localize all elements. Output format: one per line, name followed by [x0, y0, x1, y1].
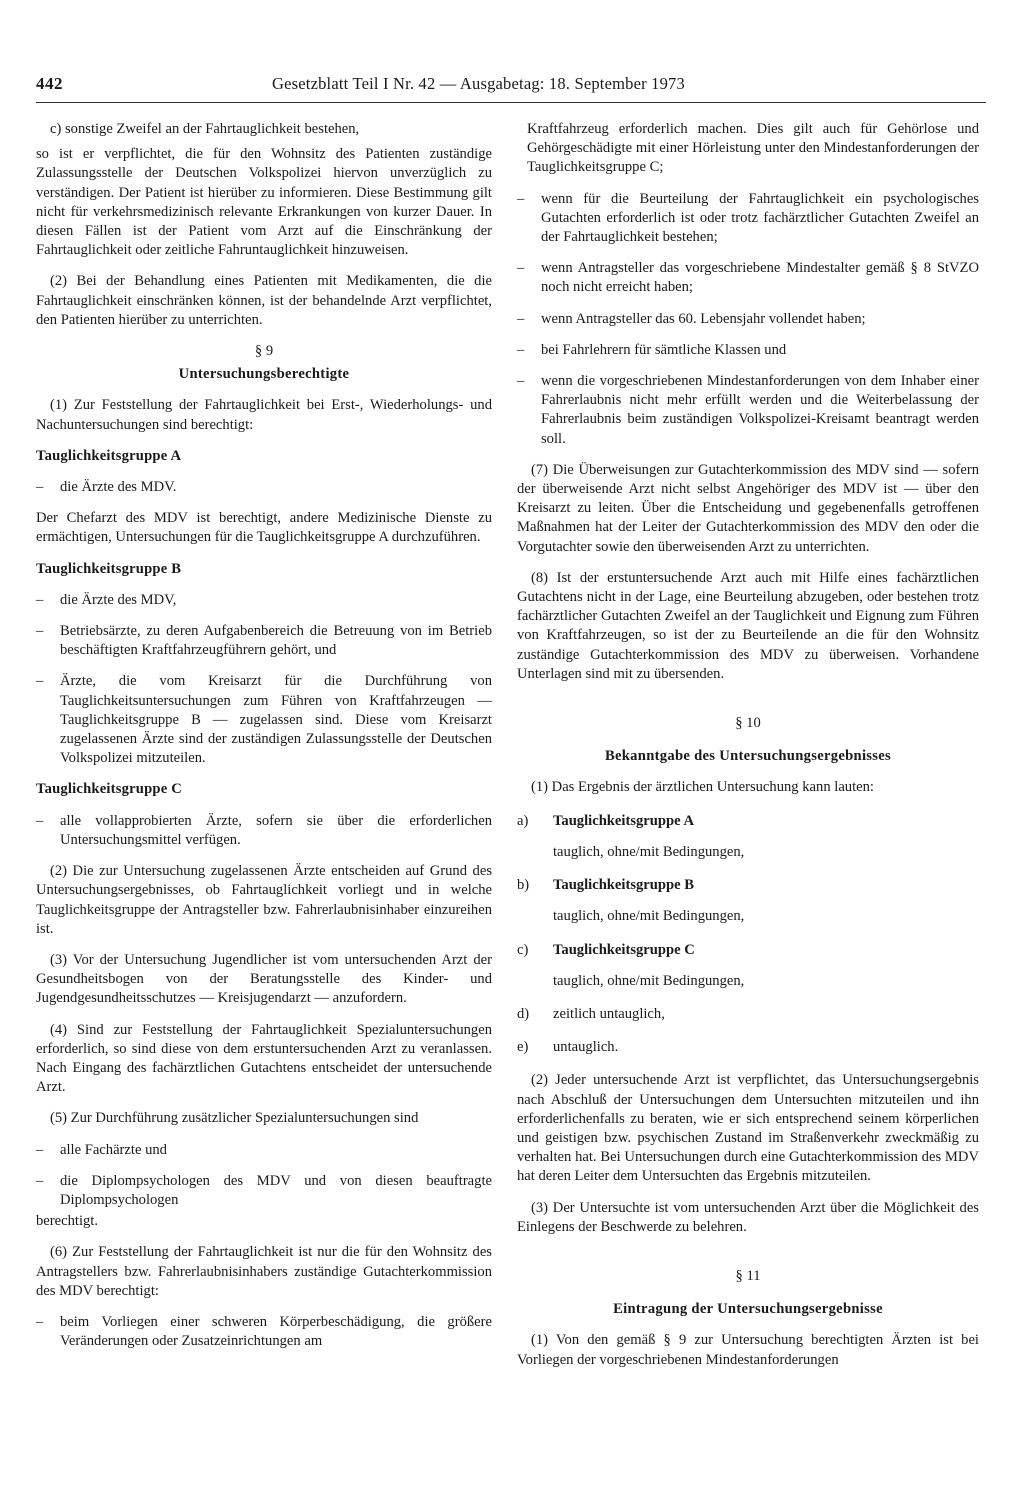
section-9-para-5: (5) Zur Durchführung zusätzlicher Spezialuntersuchungen sind — [50, 1110, 419, 1127]
gutachter-item-5: – wenn die vorgeschriebenen Mindestanforderungen von dem Inhaber einer Fahrerlaubnis nicht mehr erfüllt werden und die Weiterbelassung der Fahrerlaubnis beim zuständigen Volkspolizei-Kreisamt beantragt werden soll. — [517, 372, 979, 449]
group-c-heading: Tauglichkeitsgruppe C — [36, 781, 182, 798]
group-b-item-1: – die Ärzte des MDV, — [36, 591, 492, 610]
section-9-para-4: (4) Sind zur Feststellung der Fahrtauglichkeit Spezialuntersuchungen erforderlich, so sind diese von dem erstuntersuchenden Arzt zu veranlassen. Nach Eingang des fachärztlichen Gutachtens entscheidet der untersuchende Arzt. — [36, 1021, 492, 1096]
section-9-para-1: (1) Zur Feststellung der Fahrtauglichkeit bei Erst-, Wiederholungs- und Nachuntersuchungen sind berechtigt: — [36, 397, 492, 433]
section-10-title: Bekanntgabe des Untersuchungsergebnisses — [604, 748, 892, 765]
section-9-para-5-item-2: – die Diplompsychologen des MDV und von diesen beauftragte Diplompsychologen — [36, 1172, 492, 1210]
section-9-para-3: (3) Vor der Untersuchung Jugendlicher ist vom untersuchenden Arzt der Gesundheitsbogen von der Beratungsstelle des Kinder- und Jugendgesundheitsschutzes — Kreisjugendarzt — anzufordern. — [36, 951, 492, 1007]
result-a-text: tauglich, ohne/mit Bedingungen, — [553, 843, 745, 860]
result-c-group: Tauglichkeitsgruppe C — [553, 941, 695, 958]
result-a-group: Tauglichkeitsgruppe A — [553, 812, 694, 829]
section-9-para-6-item-1: – beim Vorliegen einer schweren Körperbeschädigung, die größere Veränderungen oder Zusatzeinrichtungen am — [36, 1313, 492, 1351]
group-b-item-3: – Ärzte, die vom Kreisarzt für die Durchführung von Tauglichkeitsuntersuchungen zum Führen von Kraftfahrzeugen — Tauglichkeitsgruppe B — zugelassen sind. Diese vom Kreisarzt zugelassenen Ärzte sind der zuständigen Zulassungsstelle der Deutschen Volkspolizei mitzuteilen. — [36, 672, 492, 768]
group-c-item: – alle vollapprobierten Ärzte, sofern sie über die erforderlichen Untersuchungsmittel verfügen. — [36, 812, 492, 850]
group-a-heading: Tauglichkeitsgruppe A — [36, 447, 182, 464]
group-a-item: – die Ärzte des MDV. — [36, 478, 492, 497]
section-9-para-5-end: berechtigt. — [36, 1213, 98, 1230]
right-column — [517, 120, 979, 1382]
result-b-text: tauglich, ohne/mit Bedingungen, — [553, 908, 745, 925]
result-b-label: b) — [517, 877, 530, 894]
result-c-text: tauglich, ohne/mit Bedingungen, — [553, 972, 745, 989]
section-9-para-7: (7) Die Überweisungen zur Gutachterkommission des MDV sind — sofern der überweisende Arzt nicht selbst Angehöriger des MDV ist — über den Kreisarzt zu leiten. Über die Entscheidung und gegebenenfalls getroffenen Maßnahmen hat der Leiter der Gutachterkommission des MDV den oder die Vorgutachter sowie den überweisenden Arzt zu unterrichten. — [517, 461, 979, 555]
result-b-group: Tauglichkeitsgruppe B — [553, 877, 694, 894]
result-e-label: e) — [517, 1039, 529, 1056]
section-10-number: § 10 — [735, 715, 761, 732]
paragraph-2: (2) Bei der Behandlung eines Patienten mit Medikamenten, die die Fahrtauglichkeit einschränken können, ist der behandelnde Arzt verpflichtet, den Patienten hierüber zu unterrichten. — [36, 273, 492, 328]
group-a-paragraph: Der Chefarzt des MDV ist berechtigt, andere Medizinische Dienste zu ermächtigen, Untersuchungen für die Tauglichkeitsgruppe A durchzuführen. — [36, 510, 492, 546]
group-b-item-2: – Betriebsärzte, zu deren Aufgabenbereich die Betreuung von im Betrieb beschäftigten Kraftfahrzeugführern gehört, und — [36, 622, 492, 660]
page-header — [36, 74, 986, 98]
section-9-para-5-item-1: – alle Fachärzte und — [36, 1141, 492, 1160]
result-c — [517, 941, 979, 960]
section-11-title: Eintragung der Untersuchungsergebnisse — [613, 1301, 883, 1318]
result-d-label: d) — [517, 1005, 530, 1022]
result-e — [517, 1038, 979, 1057]
section-9-para-6: (6) Zur Feststellung der Fahrtauglichkeit ist nur die für den Wohnsitz des Antragstellers bzw. Fahrerlaubnisinhabers zuständige Gutachterkommission des MDV berechtigt: — [36, 1244, 492, 1299]
section-9-title: Untersuchungsberechtigte — [178, 366, 350, 383]
section-10-para-1: (1) Das Ergebnis der ärztlichen Untersuchung kann lauten: — [531, 779, 874, 796]
clause-c: c) sonstige Zweifel an der Fahrtauglichkeit bestehen, — [50, 121, 360, 137]
result-c-label: c) — [517, 941, 529, 958]
gutachter-item-2: – wenn Antragsteller das vorgeschriebene Mindestalter gemäß § 8 StVZO noch nicht erreicht haben; — [517, 259, 979, 297]
section-10-para-3: (3) Der Untersuchte ist vom untersuchenden Arzt über die Möglichkeit des Einlegens der Beschwerde zu belehren. — [517, 1199, 979, 1235]
section-9-para-8: (8) Ist der erstuntersuchende Arzt auch mit Hilfe eines fachärztlichen Gutachtens nicht in der Lage, eine Beurteilung abzugeben, oder bestehen trotz fachärztlicher Gutachten Zweifel an der Tauglichkeit und Eignung zum Führen von Kraftfahrzeugen, so ist der zu Beurteilende an die für den Wohnsitz zuständige Gutachterkommission des MDV zu überweisen. Vorhandene Unterlagen sind mit zu übersenden. — [517, 569, 979, 682]
paragraph-verpflichtet: so ist er verpflichtet, die für den Wohnsitz des Patienten zuständige Zulassungsstelle der Deutschen Volkspolizei hiervon unverzüglich zu verständigen. Der Patient ist hierüber zu informieren. Diese Bestimmung gilt nicht für verkehrsmedizinisch relevante Erkrankungen von kurzer Dauer. In diesen Fällen ist der Patient vom Arzt auf die Einschränkung der Fahrtauglichkeit oder zeitliche Fahruntauglichkeit hinzuweisen. — [36, 146, 492, 259]
result-a — [517, 812, 979, 831]
continuation-paragraph: Kraftfahrzeug erforderlich machen. Dies gilt auch für Gehörlose und Gehörgeschädigte mit einer Hörleistung unter den Mindestanforderungen der Tauglichkeitsgruppe C; — [527, 121, 979, 176]
section-9-number: § 9 — [254, 343, 274, 360]
gutachter-item-1: – wenn für die Beurteilung der Fahrtauglichkeit ein psychologisches Gutachten erforderlich ist oder trotz fachärztlicher Gutachten Zweifel an der Fahrtauglichkeit bestehen; — [517, 190, 979, 248]
result-a-label: a) — [517, 812, 529, 829]
result-b — [517, 876, 979, 895]
gazette-title: Gesetzblatt Teil I Nr. 42 — Ausgabetag: 18. September 1973 — [272, 74, 685, 93]
section-10-para-2: (2) Jeder untersuchende Arzt ist verpflichtet, das Untersuchungsergebnis nach Abschluß der Untersuchungen dem Untersuchten mitzuteilen und ihn erforderlichenfalls zu beraten, wie er sich entsprechend seinem körperlichen und geistigen bzw. psychischen Zustand im Straßenverkehr zweckmäßig zu verhalten hat. Bei Untersuchungen durch eine Gutachterkommission des MDV hat deren Leiter dem Untersuchten das Ergebnis mitzuteilen. — [517, 1072, 979, 1185]
page-number: 442 — [36, 74, 63, 93]
result-d — [517, 1005, 979, 1024]
section-9-para-2: (2) Die zur Untersuchung zugelassenen Ärzte entscheiden auf Grund des Untersuchungsergebnisses, ob Fahrtauglichkeit vorliegt und in welche Tauglichkeitsgruppe der Antragsteller bzw. Fahrerlaubnisinhaber einzureihen ist. — [36, 863, 492, 937]
left-column — [36, 120, 492, 1363]
gutachter-item-4: – bei Fahrlehrern für sämtliche Klassen und — [517, 341, 979, 360]
gutachter-item-3: – wenn Antragsteller das 60. Lebensjahr vollendet haben; — [517, 310, 979, 329]
section-11-para-1: (1) Von den gemäß § 9 zur Untersuchung berechtigten Ärzten ist bei Vorliegen der vorgeschriebenen Mindestanforderungen — [517, 1332, 979, 1368]
group-b-heading: Tauglichkeitsgruppe B — [36, 560, 182, 577]
result-d-text: zeitlich untauglich, — [553, 1005, 665, 1022]
header-rule — [36, 102, 986, 103]
section-11-number: § 11 — [735, 1267, 761, 1284]
result-e-text: untauglich. — [553, 1039, 619, 1056]
